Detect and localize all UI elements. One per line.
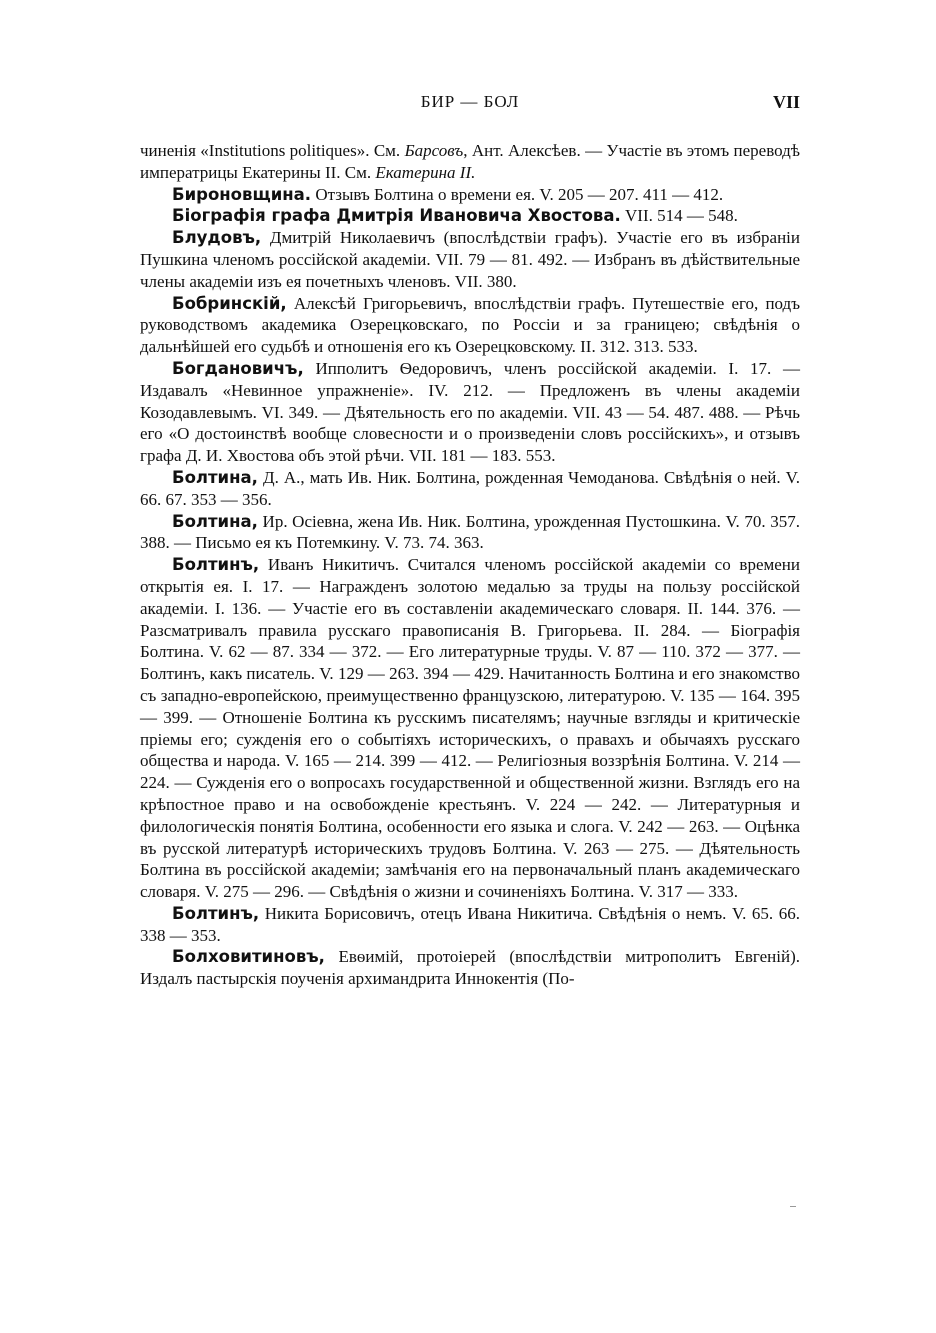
index-entry: [140, 184, 800, 206]
entry-headword: Бироновщина.: [172, 184, 312, 204]
entry-headword: Біографія графа Дмитрія Ивановича Хвостова.: [172, 206, 621, 226]
entry-text: VII. 514 — 548.: [620, 206, 738, 226]
index-entry: [140, 358, 800, 467]
index-entry: [140, 227, 800, 292]
page-header: [140, 92, 800, 116]
page-number: VII: [772, 92, 800, 112]
italic-reference: Екатерина II.: [375, 162, 476, 182]
entry-text: , Ант. Алексѣев. — Участіе въ этомъ переводѣ императрицы Екатерины II. См.: [140, 141, 801, 182]
entry-text: Иванъ Никитичъ. Считался членомъ россійской академіи со времени открытія ея. I. 17. — Награжденъ золотою медалью за труды на пользу россійской академіи. I. 136. — Участіе его въ составленіи академическаго словаря. II. 144. 376. — Разсматривалъ правила русскаго правописанія В. Григорьева. II. 284. — Біографія Болтина. V. 62 — 87. 334 — 372. — Его литературные труды. V. 87 — 110. 372 — 377. — Болтинъ, какъ писатель. V. 129 — 263. 394 — 429. Начитанность Болтина и его знакомство съ западно-европейскою, преимущественно французскою, литературою. V. 135 — 164. 395 — 399. — Отношеніе Болтина къ русскимъ писателямъ; научные взгляды и критическіе пріемы его; сужденія его о событіяхъ историческихъ, о правахъ и обычаяхъ русскаго общества и народа. V. 165 — 214. 399 — 412. — Религіозныя воззрѣнія Болтина. V. 214 — 224. — Сужденія его о вопросахъ государственной и общественной жизни. Взглядъ его на крѣпостное право и на освобожденіе крестьянъ. V. 224 — 242. — Литературныя и филологическія понятія Болтина, особенности его языка и слога. V. 242 — 263. — Оцѣнка въ русской литературѣ историческихъ трудовъ Болтина. V. 263 — 275. — Дѣятельность Болтина въ россійской академіи; замѣчанія его на первоначальный планъ академическаго словаря. V. 275 — 296. — Свѣдѣнія о жизни и сочиненіяхъ Болтина. V. 317 — 333.: [140, 555, 800, 902]
entry-text: Никита Борисовичъ, отецъ Ивана Никитича. Свѣдѣнія о немъ. V. 65. 66. 338 — 353.: [140, 903, 800, 945]
entry-text: Ир. Осіевна, жена Ив. Ник. Болтина, урожденная Пустошкина. V. 70. 357. 388. — Письмо ея къ Потемкину. V. 73. 74. 363.: [140, 511, 800, 553]
italic-reference: Барсовъ: [404, 141, 464, 160]
index-entry: [140, 205, 800, 227]
index-entry: [140, 293, 800, 358]
entry-text: Дмитрій Николаевичъ (впослѣдствіи графъ). Участіе его въ избраніи Пушкина членомъ россійской академіи. VII. 79 — 81. 492. — Избранъ въ дѣйствительные члены академіи изъ ея почетныхъ членовъ. VII. 380.: [140, 228, 800, 291]
entry-headword: Богдановичъ,: [172, 358, 304, 378]
entry-headword: Болтинъ,: [172, 555, 260, 575]
index-entry: [140, 554, 800, 903]
entry-text: Д. А., мать Ив. Ник. Болтина, рожденная Чемоданова. Свѣдѣнія о ней. V. 66. 67. 353 — 356.: [140, 467, 800, 509]
entry-headword: Болтинъ,: [172, 903, 260, 923]
entry-text: чиненія «Institutions politiques». См.: [140, 141, 405, 160]
entry-text: Алексѣй Григорьевичъ, впослѣдствіи графъ. Путешествіе его, подъ руководствомъ академика Озерецковскаго, по Россіи и за границею; свѣдѣнія о дальнѣйшей его судьбѣ и отношенія его къ Озерецковскому. II. 312. 313. 533.: [140, 293, 800, 357]
entry-text: Отзывъ Болтина о времени ея. V. 205 — 207. 411 — 412.: [311, 184, 724, 204]
entry-headword: Блудовъ,: [172, 228, 262, 248]
running-head: БИР — БОЛ: [420, 92, 520, 111]
entry-text: Евѳимій, протоіерей (впослѣдствіи митрополитъ Евгеній). Издалъ пастырскія поученія архимандрита Иннокентія (По-: [140, 947, 800, 989]
entry-headword: Болтина,: [172, 467, 258, 487]
entry-headword: Болховитиновъ,: [172, 947, 325, 967]
entry-text: Ипполитъ Ѳедоровичъ, членъ россійской академіи. I. 17. — Издавалъ «Невинное упражненіе». IV. 212. — Предложенъ въ члены академіи Козодавлевымъ. VI. 349. — Дѣятельность его по академіи. VII. 43 — 54. 487. 488. — Рѣчь его «О достоинствѣ вообще словесности и о произведеніи словъ россійскихъ», и отзывъ графа Д. И. Хвостова объ этой рѣчи. VII. 181 — 183. 553.: [140, 358, 800, 466]
scan-mark: [790, 1206, 796, 1207]
index-entry: [140, 903, 800, 947]
entry-headword: Бобринскій,: [172, 293, 287, 313]
entry-continuation: [140, 140, 800, 184]
index-entry: [140, 467, 800, 511]
entry-headword: Болтина,: [172, 511, 258, 531]
index-entry: [140, 946, 800, 990]
index-entries: [140, 140, 800, 990]
index-entry: [140, 511, 800, 555]
